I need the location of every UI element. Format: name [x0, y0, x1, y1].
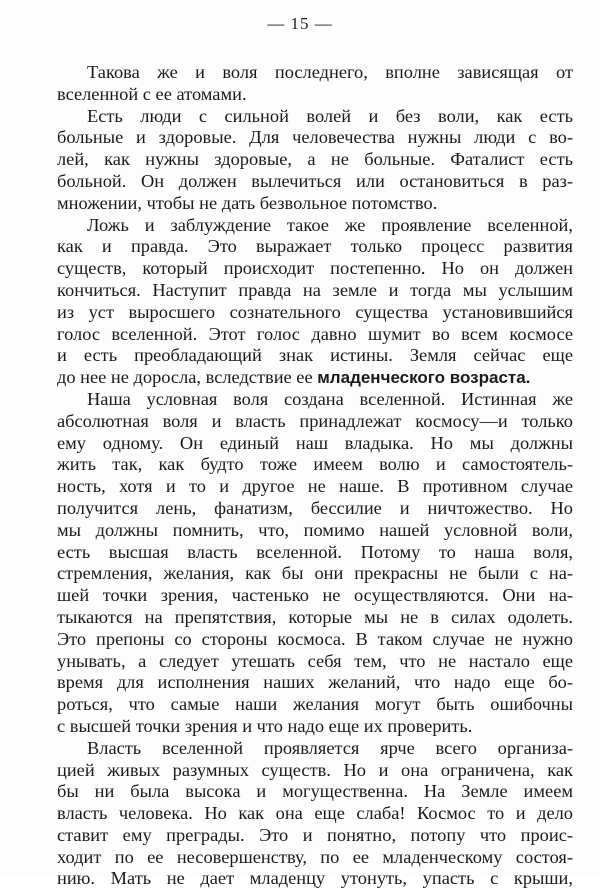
- text-line: [57, 236, 573, 258]
- text-line: [57, 193, 573, 215]
- text-line-content: Это препоны со стороны космоса. В таком случае не нужно: [57, 628, 573, 649]
- text-line: [57, 324, 573, 346]
- text-line-content: до нее не доросла, вследствие ее: [57, 367, 313, 388]
- text-line-content: бы ни была высока и могущественна. На Земле имеем: [57, 781, 573, 802]
- text-line-content: тыкаются на препятствия, которые мы не в силах одолеть.: [57, 606, 573, 627]
- text-line: [57, 454, 573, 476]
- text-line: [57, 520, 573, 542]
- text-line: [57, 868, 573, 890]
- text-line: [57, 345, 573, 367]
- text-line-content: жить так, как будто тоже имеем волю и самостоятель-: [57, 454, 573, 475]
- text-line-content: получится лень, фанатизм, бессилие и ничтожество. Но: [57, 497, 573, 518]
- page-number: — 15 —: [267, 14, 333, 33]
- text-line: [57, 542, 573, 564]
- text-line: [57, 258, 573, 280]
- text-line: [57, 280, 573, 302]
- text-line-content: есть высшая власть вселенной. Потому то наша воля,: [57, 541, 573, 562]
- text-line-content: роться, что самые наши желания могут быть ошибочны: [57, 694, 573, 715]
- text-line-content: ставит ему преграды. Это и понятно, потопу что проис-: [57, 824, 573, 845]
- text-line-content: унывать, а следует утешать себя тем, что не настало еще: [57, 650, 573, 671]
- text-line-content: цией живых разумных существ. Но и она ограничена, как: [57, 759, 573, 780]
- text-line: [57, 127, 573, 149]
- text-line: [57, 389, 573, 411]
- text-line-content: Есть люди с сильной волей и без воли, как есть: [87, 105, 573, 126]
- text-line: [57, 433, 573, 455]
- text-line-content: Власть вселенной проявляется ярче всего организа-: [87, 737, 573, 758]
- text-line-content: абсолютная воля и власть принадлежат космосу—и только: [57, 410, 573, 431]
- text-line-content: голос вселенной. Этот голос давно шумит во всем космосе: [57, 323, 573, 344]
- text-line-content: множении, чтобы не дать безвольное потомство.: [57, 192, 438, 213]
- text-line-content: нию. Мать не дает младенцу утонуть, упасть с крыши,: [57, 868, 573, 889]
- text-line: [57, 476, 573, 498]
- text-line: [57, 672, 573, 694]
- text-line: [57, 738, 573, 760]
- text-line-content: мы должны помнить, что, помимо нашей условной воли,: [57, 519, 573, 540]
- text-line-content: как и правда. Это выражает только процесс развития: [57, 236, 573, 257]
- text-line: [57, 694, 573, 716]
- text-line: [57, 302, 573, 324]
- text-line: [57, 716, 573, 738]
- bold-phrase: младенческого возраста.: [317, 368, 531, 388]
- text-line: [57, 607, 573, 629]
- text-line: [57, 106, 573, 128]
- text-line-content: время для исполнения наших желаний, что надо еще бо-: [57, 672, 573, 693]
- text-line: [57, 847, 573, 869]
- text-line: [57, 498, 573, 520]
- text-line: [57, 651, 573, 673]
- text-line-content: шей точки зрения, частенько не осуществляются. Они на-: [57, 585, 573, 606]
- text-line: [57, 215, 573, 237]
- text-line-content: больные и здоровые. Для человечества нужны люди с во-: [57, 127, 573, 148]
- text-line-content: стремления, желания, как бы они прекрасны не были с на-: [57, 563, 573, 584]
- text-line-content: ность, хотя и то и другое не наше. В противном случае: [57, 476, 573, 497]
- text-line: [57, 62, 573, 84]
- text-line: [57, 171, 573, 193]
- text-line: [57, 825, 573, 847]
- text-line: [57, 149, 573, 171]
- text-line-content: ему одному. Он единый наш владыка. Но мы должны: [57, 432, 573, 453]
- text-line-content: больной. Он должен вылечиться или остановиться в раз-: [57, 170, 573, 191]
- text-line: [57, 84, 573, 106]
- text-line-content: власть человека. Но как она еще слаба! Космос то и дело: [57, 803, 573, 824]
- text-line-content: и есть преобладающий знак истины. Земля сейчас еще: [57, 345, 573, 366]
- text-line-content: кончиться. Наступит правда на земле и тогда мы услышим: [57, 279, 573, 300]
- text-line-content: Такова же и воля последнего, вполне зависящая от: [87, 62, 573, 82]
- text-line-content: лей, как нужны здоровые, а не больные. Фаталист есть: [57, 149, 573, 170]
- text-line: [57, 781, 573, 803]
- body-text: [57, 62, 573, 890]
- text-line: [57, 367, 573, 389]
- text-line-content: Ложь и заблуждение такое же проявление вселенной,: [87, 214, 573, 235]
- text-line-content: существ, который происходит постепенно. Но он должен: [57, 258, 573, 279]
- text-line-content: Наша условная воля создана вселенной. Истинная же: [87, 388, 573, 409]
- text-line: [57, 760, 573, 782]
- text-line: [57, 563, 573, 585]
- text-line-content: вселенной с ее атомами.: [57, 83, 247, 104]
- text-line: [57, 411, 573, 433]
- text-line: [57, 585, 573, 607]
- text-line-content: с высшей точки зрения и что надо еще их проверить.: [57, 715, 473, 736]
- text-line: [57, 803, 573, 825]
- text-line-content: ходит по ее несовершенству, по ее младенческому состоя-: [57, 846, 573, 867]
- text-line: [57, 629, 573, 651]
- text-line-content: из уст выросшего сознательного существа установившийся: [57, 301, 573, 322]
